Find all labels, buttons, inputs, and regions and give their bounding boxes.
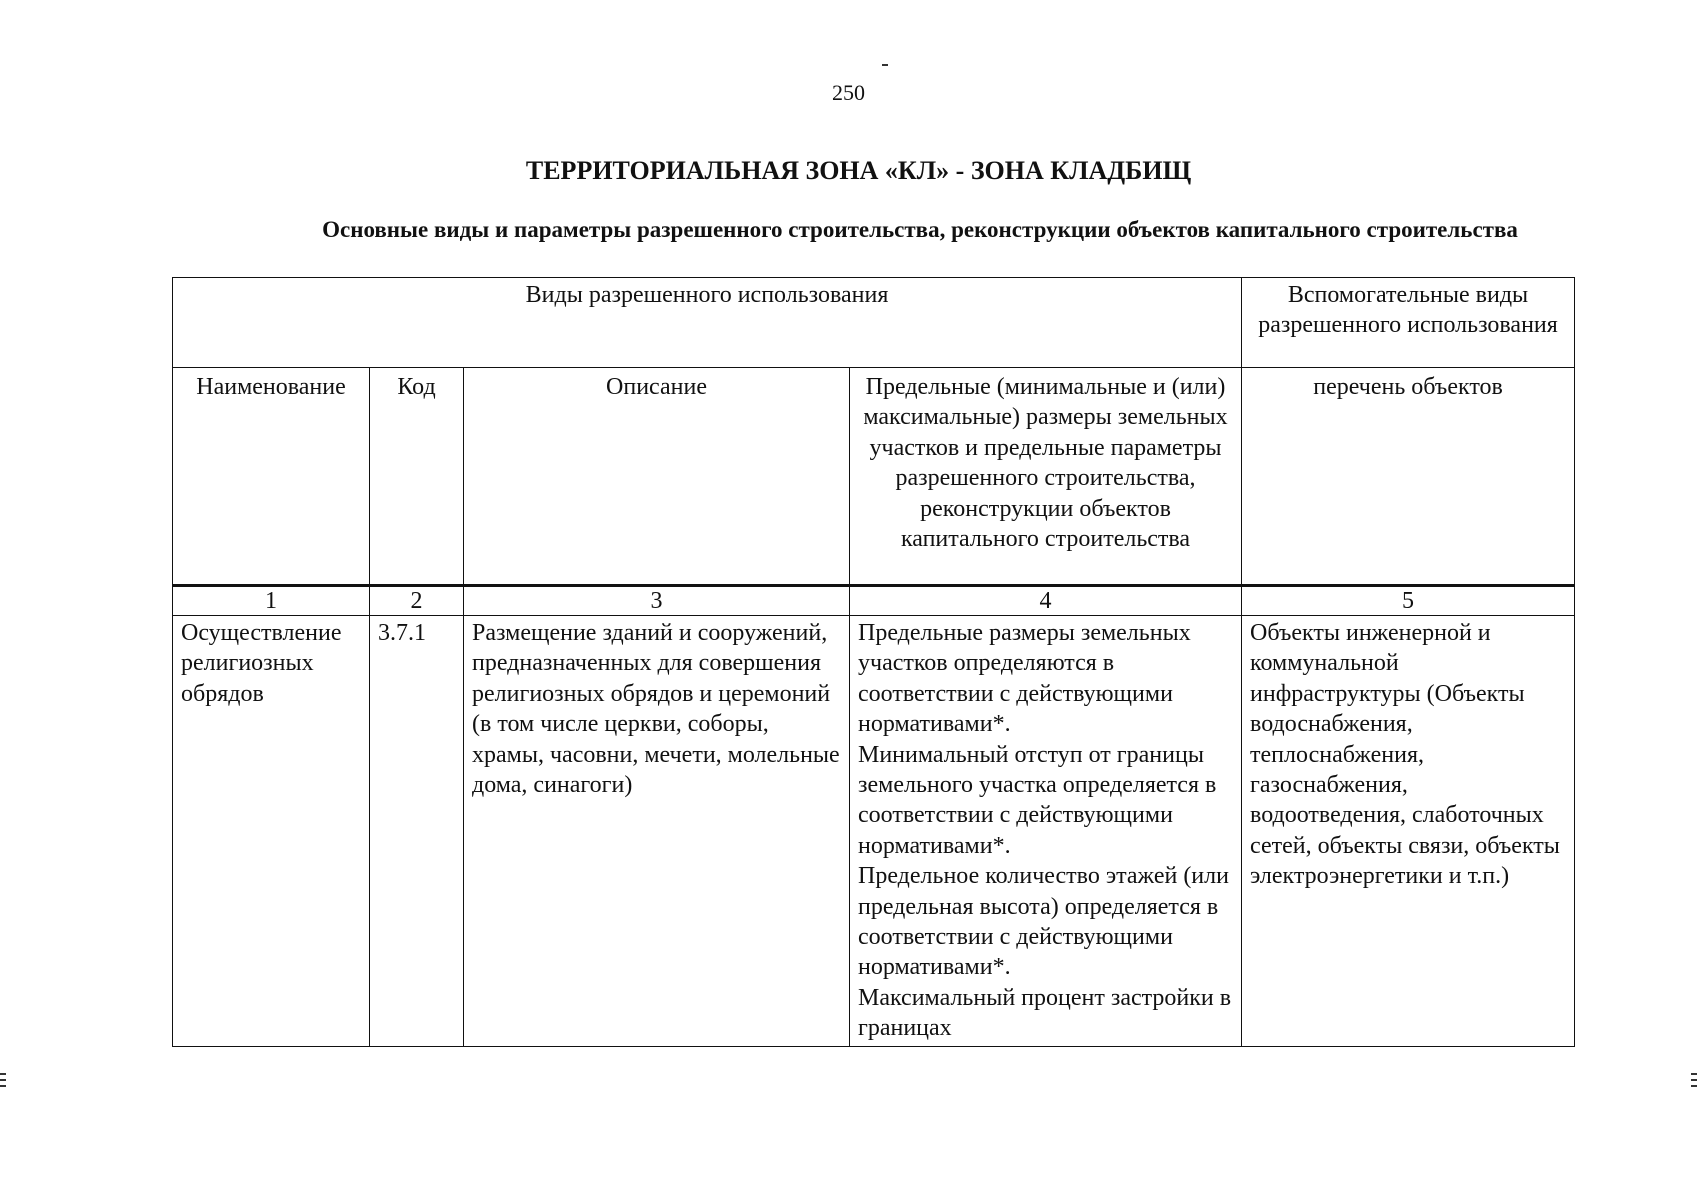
section-title: Основные виды и параметры разрешенного строительства, реконструкции объектов капитального строительства — [322, 217, 1518, 242]
limits-paragraph: Минимальный отступ от границы земельного участка определяется в соответствии с действующими нормативами*. — [858, 741, 1217, 859]
column-header-limits: Предельные (минимальные и (или) максимальные) размеры земельных участков и предельные параметры разрешенного строительства, реконструкции объектов капитального строительства — [850, 368, 1242, 586]
group-header-main: Виды разрешенного использования — [173, 278, 1242, 368]
limits-paragraph: Предельные размеры земельных участков определяются в соответствии с действующими нормативами*. — [858, 620, 1191, 738]
limits-paragraph: Предельное количество этажей (или предельная высота) определяется в соответствии с действующими нормативами*. — [858, 863, 1229, 981]
column-number: 2 — [370, 586, 464, 616]
column-number: 4 — [850, 586, 1242, 616]
cell-name: Осуществление религиозных обрядов — [173, 616, 370, 1047]
column-header-description: Описание — [464, 368, 850, 586]
page-number: 250 — [832, 80, 865, 105]
limits-paragraph: Максимальный процент застройки в границах — [858, 984, 1232, 1042]
permitted-use-table — [172, 277, 1575, 1047]
cell-limits — [850, 616, 1242, 1047]
zone-title — [0, 156, 1577, 186]
column-number: 5 — [1242, 586, 1575, 616]
table-row — [173, 616, 1575, 1047]
scan-edge-mark-right — [1691, 1073, 1697, 1089]
table-group-header-row — [173, 278, 1575, 368]
column-header-name: Наименование — [173, 368, 370, 586]
scan-edge-mark-left — [0, 1073, 6, 1089]
column-number: 1 — [173, 586, 370, 616]
scan-mark — [882, 64, 888, 66]
zone-title-text: ТЕРРИТОРИАЛЬНАЯ ЗОНА «КЛ» - ЗОНА КЛАДБИЩ — [525, 156, 1192, 185]
table-column-header-row — [173, 368, 1575, 586]
column-number: 3 — [464, 586, 850, 616]
column-header-objects: перечень объектов — [1242, 368, 1575, 586]
group-header-aux: Вспомогательные виды разрешенного использования — [1242, 278, 1575, 368]
cell-description: Размещение зданий и сооружений, предназначенных для совершения религиозных обрядов и церемоний (в том числе церкви, соборы, храмы, часовни, мечети, молельные дома, синагоги) — [464, 616, 850, 1047]
column-header-code: Код — [370, 368, 464, 586]
cell-code: 3.7.1 — [370, 616, 464, 1047]
cell-objects: Объекты инженерной и коммунальной инфраструктуры (Объекты водоснабжения, теплоснабжения, газоснабжения, водоотведения, слаботочных сетей, объекты связи, объекты электроэнергетики и т.п.) — [1242, 616, 1575, 1047]
column-number-row — [173, 586, 1575, 616]
